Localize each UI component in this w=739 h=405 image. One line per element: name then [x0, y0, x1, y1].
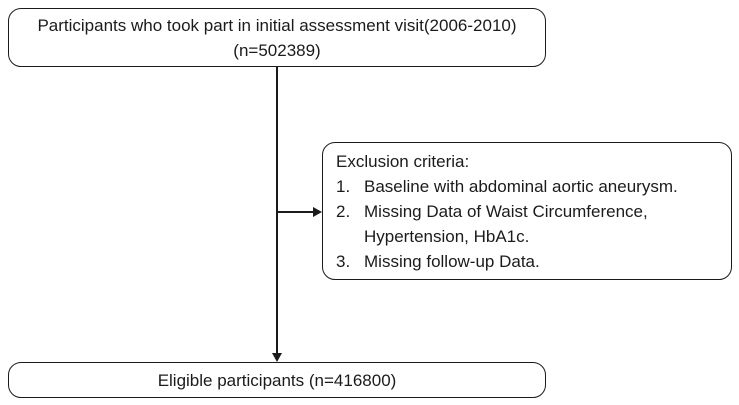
arrow-down-icon [272, 353, 282, 362]
exclusion-item-2-text [364, 199, 721, 249]
arrow-right-icon [313, 207, 322, 217]
exclusion-item-2 [336, 199, 721, 249]
exclusion-item-3-line-1: Missing follow-up Data. [364, 252, 540, 271]
box-eligible-participants [8, 362, 546, 398]
exclusion-item-1 [336, 174, 721, 199]
exclusion-item-3-number: 3. [336, 252, 351, 271]
exclusion-item-1-text [364, 174, 721, 199]
eligible-participants-text: Eligible participants (n=416800) [157, 370, 397, 390]
initial-assessment-text: Participants who took part in initial assessment visit(2006-2010) [37, 15, 517, 35]
box-initial-assessment [8, 8, 546, 67]
exclusion-item-1-line-1: Baseline with abdominal aortic aneurysm. [364, 177, 678, 196]
branch-arrow-horizontal-line [277, 211, 314, 213]
exclusion-item-3-text [364, 249, 721, 274]
box-exclusion-criteria [322, 142, 732, 280]
initial-assessment-count: (n=502389) [233, 40, 321, 60]
exclusion-title: Exclusion criteria: [336, 152, 470, 171]
exclusion-item-3 [336, 249, 721, 274]
exclusion-item-2-line-2: Hypertension, HbA1c. [364, 227, 530, 246]
exclusion-item-1-number: 1. [336, 177, 351, 196]
exclusion-item-2-line-1: Missing Data of Waist Circumference, [364, 202, 648, 221]
exclusion-item-2-number: 2. [336, 202, 351, 221]
